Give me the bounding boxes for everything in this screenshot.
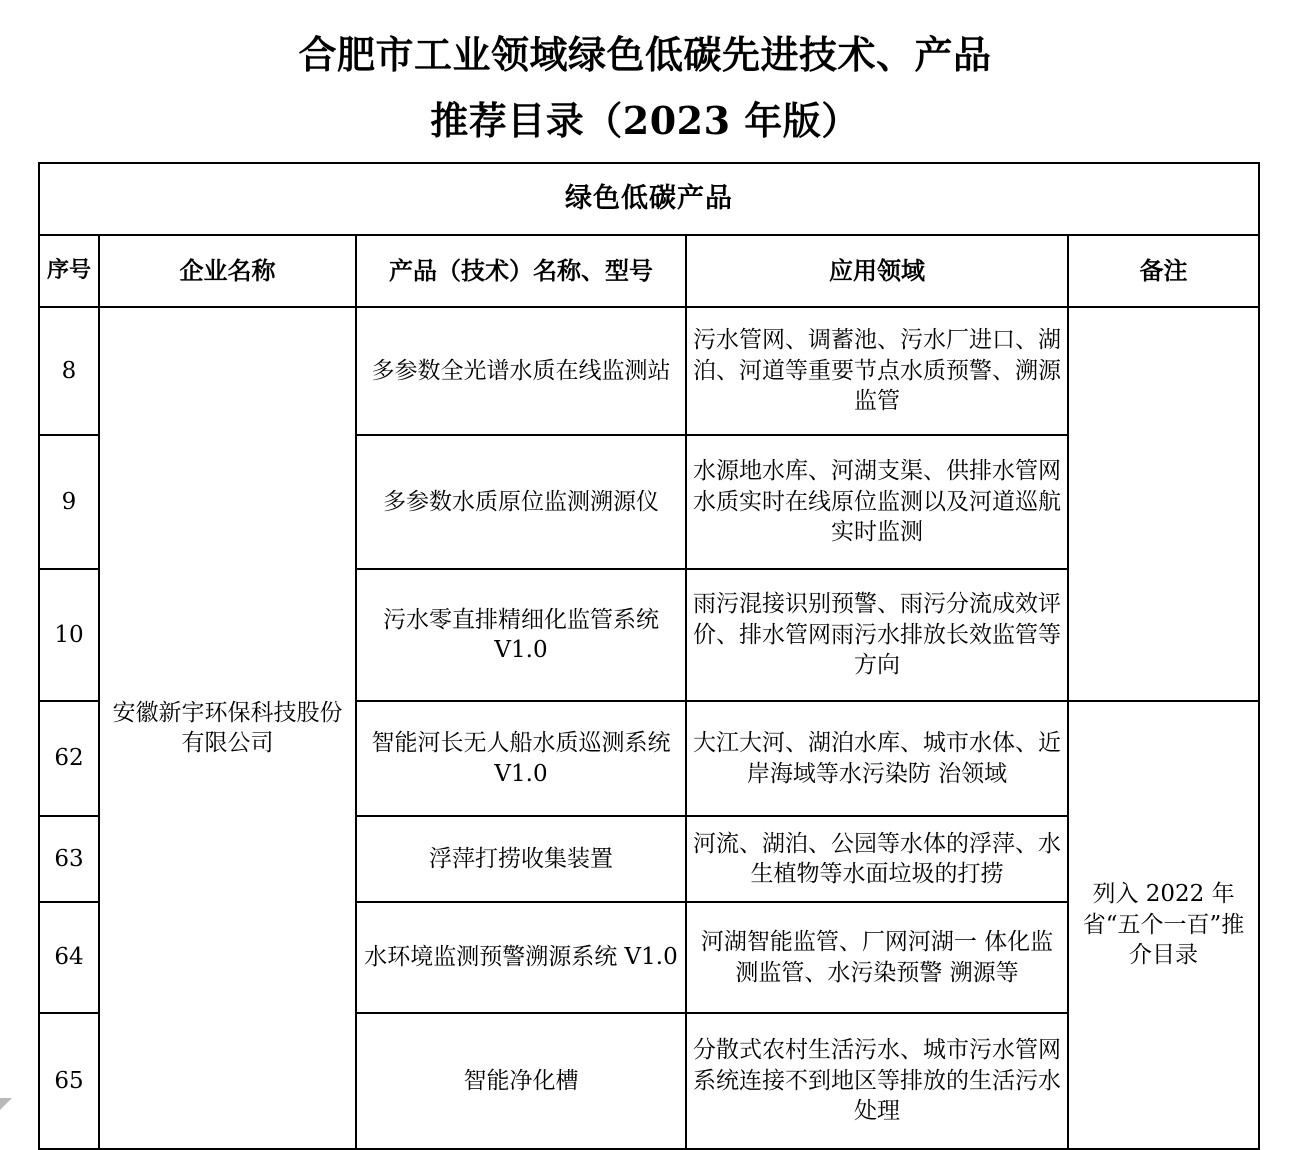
section-header-row — [39, 163, 1259, 235]
row-product: 多参数水质原位监测溯源仪 — [356, 435, 686, 569]
catalog-table — [38, 162, 1260, 1150]
row-field: 大江大河、湖泊水库、城市水体、近岸海域等水污染防 治领域 — [686, 701, 1068, 816]
row-field: 河湖智能监管、厂网河湖一 体化监测监管、水污染预警 溯源等 — [686, 902, 1068, 1013]
row-index: 64 — [39, 902, 99, 1013]
column-header-row — [39, 235, 1259, 307]
row-field: 雨污混接识别预警、雨污分流成效评价、排水管网雨污水排放长效监管等方向 — [686, 569, 1068, 701]
company-name-cell: 安徽新宇环保科技股份有限公司 — [99, 307, 356, 1149]
row-product: 污水零直排精细化监管系统 V1.0 — [356, 569, 686, 701]
row-index: 9 — [39, 435, 99, 569]
row-index: 8 — [39, 307, 99, 435]
table-row — [39, 307, 1259, 435]
column-header-field: 应用领域 — [686, 235, 1068, 307]
row-product: 智能河长无人船水质巡测系统 V1.0 — [356, 701, 686, 816]
document-title — [0, 0, 1290, 143]
row-product: 浮萍打捞收集装置 — [356, 816, 686, 902]
column-header-company: 企业名称 — [99, 235, 356, 307]
row-index: 62 — [39, 701, 99, 816]
section-header-cell: 绿色低碳产品 — [39, 163, 1259, 235]
column-header-product: 产品（技术）名称、型号 — [356, 235, 686, 307]
document-title-line-2: 推荐目录（2023 年版） — [430, 98, 860, 143]
row-index: 10 — [39, 569, 99, 701]
remark-cell-bottom: 列入 2022 年省“五个一百”推介目录 — [1068, 701, 1259, 1149]
row-field: 分散式农村生活污水、城市污水管网系统连接不到地区等排放的生活污水处理 — [686, 1013, 1068, 1149]
row-index: 63 — [39, 816, 99, 902]
row-field: 污水管网、调蓄池、污水厂进口、湖 泊、河道等重要节点水质预警、溯源 监管 — [686, 307, 1068, 435]
column-header-remark: 备注 — [1068, 235, 1259, 307]
row-product: 水环境监测预警溯源系统 V1.0 — [356, 902, 686, 1013]
catalog-table-wrapper — [0, 162, 1290, 1150]
row-field: 河流、湖泊、公园等水体的浮萍、水生植物等水面垃圾的打捞 — [686, 816, 1068, 902]
column-header-index: 序号 — [39, 235, 99, 307]
row-product: 多参数全光谱水质在线监测站 — [356, 307, 686, 435]
row-index: 65 — [39, 1013, 99, 1149]
document-title-line-1: 合肥市工业领域绿色低碳先进技术、产品 — [298, 32, 992, 77]
row-product: 智能净化槽 — [356, 1013, 686, 1149]
row-field: 水源地水库、河湖支渠、供排水管网水质实时在线原位监测以及河道巡航实时监测 — [686, 435, 1068, 569]
remark-cell-top — [1068, 307, 1259, 701]
